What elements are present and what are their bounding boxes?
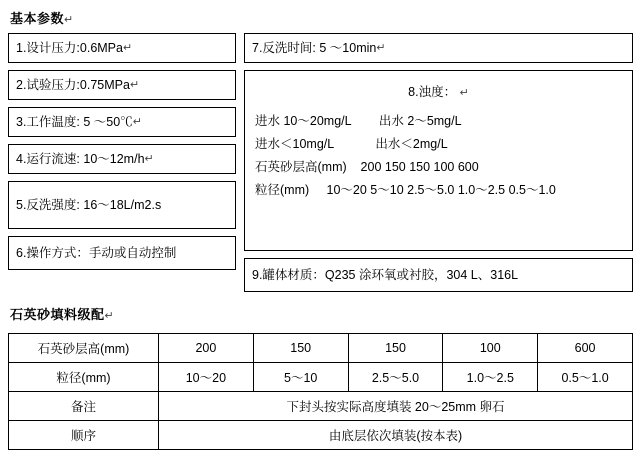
param-working-temperature: 3.工作温度: 5 ～50℃ ↵: [8, 107, 236, 137]
grading-table: [8, 333, 633, 450]
turbidity-line-4: 粒径(mm) 10～20 5～10 2.5～5.0 1.0～2.5 0.5～1.0: [255, 183, 556, 198]
row-header-remark: 备注: [9, 392, 159, 421]
table-row: [9, 334, 633, 363]
table-row: [9, 421, 633, 450]
param-design-pressure: 1.设计压力:0.6MPa ↵: [8, 33, 236, 63]
cell-sand-height-3: 150: [348, 334, 443, 363]
pilcrow-mark: ↵: [64, 14, 74, 26]
turbidity-line-1: 进水 10～20mg/L 出水 2～5mg/L: [255, 113, 462, 128]
cell-particle-size-5: 0.5～1.0: [538, 363, 633, 392]
table-row: [9, 363, 633, 392]
row-header-sand-height: 石英砂层高(mm): [9, 334, 159, 363]
pilcrow-mark: ↵: [129, 78, 140, 91]
cell-sand-height-2: 150: [253, 334, 348, 363]
basic-params-title: 基本参数↵: [10, 11, 74, 26]
pilcrow-mark: ↵: [122, 41, 133, 54]
param-column-left: [8, 33, 236, 292]
param-flow-velocity: 4.运行流速: 10～12m/h ↵: [8, 144, 236, 174]
param-column-right: [244, 33, 633, 292]
cell-sand-height-4: 100: [443, 334, 538, 363]
turbidity-line-3: 石英砂层高(mm) 200 150 150 100 600: [255, 160, 479, 174]
pilcrow-mark: ↵: [104, 310, 115, 322]
cell-particle-size-4: 1.0～2.5: [443, 363, 538, 392]
turbidity-line-2: 进水＜10mg/L 出水＜2mg/L: [255, 136, 448, 151]
cell-particle-size-3: 2.5～5.0: [348, 363, 443, 392]
turbidity-title: 8.浊度： ↵: [408, 85, 469, 99]
param-tank-material: 9.罐体材质：Q235 涂环氧或衬胶，304 L、316L: [244, 258, 633, 292]
row-header-particle-size: 粒径(mm): [9, 363, 159, 392]
pilcrow-mark: ↵: [144, 152, 154, 165]
cell-particle-size-2: 5～10: [253, 363, 348, 392]
grading-table-wrap: [8, 333, 633, 450]
pilcrow-mark: ↵: [376, 41, 386, 54]
param-test-pressure: 2.试验压力:0.75MPa ↵: [8, 70, 236, 100]
cell-remark-value: 下封头按实际高度填装 20～25mm 卵石: [159, 392, 633, 421]
pilcrow-mark: ↵: [459, 87, 469, 99]
grading-title: 石英砂填料级配↵: [10, 307, 115, 322]
param-operation-mode: 6.操作方式：手动或自动控制: [8, 236, 236, 270]
cell-sand-height-5: 600: [538, 334, 633, 363]
cell-sand-height-1: 200: [159, 334, 254, 363]
cell-particle-size-1: 10～20: [159, 363, 254, 392]
cell-order-value: 由底层依次填装(按本表): [159, 421, 633, 450]
pilcrow-mark: ↵: [132, 115, 142, 128]
row-header-order: 顺序: [9, 421, 159, 450]
table-row: [9, 392, 633, 421]
basic-params-grid: [8, 33, 633, 292]
param-turbidity-block: [244, 70, 633, 251]
param-backwash-intensity: 5.反洗强度: 16～18L/m2.s: [8, 181, 236, 229]
param-backwash-time: 7.反洗时间: 5 ～10min ↵: [244, 33, 633, 63]
